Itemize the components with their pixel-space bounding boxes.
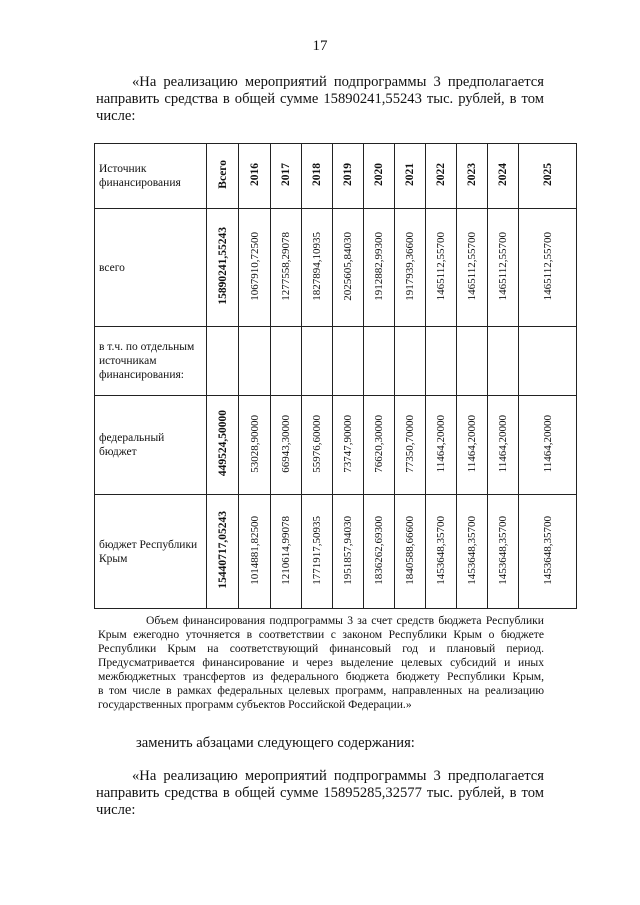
intro-line: направить средства в общей сумме 15890241,55243 тыс. рублей, в том (96, 91, 544, 107)
cell-value: 2025605,84030 (342, 231, 354, 301)
year-header (271, 144, 302, 209)
table-row (95, 495, 577, 609)
row-value (488, 495, 519, 609)
year-header-label: 2020 (373, 163, 385, 186)
cell-value: 1465112,55700 (497, 231, 509, 301)
row-value (457, 209, 488, 327)
row-value (271, 396, 302, 495)
row-label: федеральный бюджет (95, 396, 207, 495)
row-value (519, 209, 577, 327)
year-header-label: 2024 (497, 163, 509, 186)
row-value (519, 396, 577, 495)
row-value (271, 495, 302, 609)
cell-value: 1465112,55700 (466, 231, 478, 301)
row-total (207, 327, 239, 396)
row-value (364, 209, 395, 327)
row-value (333, 327, 364, 396)
cell-value: 1917939,36600 (404, 231, 416, 301)
row-total (207, 396, 239, 495)
cell-value: 55976,60000 (311, 414, 323, 473)
financing-note (98, 614, 544, 712)
year-header-label: 2018 (311, 163, 323, 186)
row-label: в т.ч. по отдельным источникам финансирования: (95, 327, 207, 396)
row-total (207, 495, 239, 609)
row-value (302, 495, 333, 609)
note-line: Объем финансирования подпрограммы 3 за счет средств бюджета Республики (146, 614, 544, 627)
row-value (271, 209, 302, 327)
cell-value: 1210614,99078 (280, 515, 292, 585)
note-line: Республики Крым на соответствующий финансовый год и плановый период. (98, 642, 544, 655)
year-header-label: 2025 (541, 163, 554, 186)
new-text-line: «На реализацию мероприятий подпрограммы 3 предполагается (132, 768, 544, 784)
note-line: в том числе в рамках федеральных целевых программ, направленных на реализацию (98, 684, 544, 697)
row-total-value: 15890241,55243 (216, 227, 229, 305)
year-header (457, 144, 488, 209)
row-value (364, 495, 395, 609)
year-header-label: 2021 (404, 163, 416, 186)
row-value (519, 327, 577, 396)
intro-paragraph (96, 74, 544, 125)
table-row (95, 209, 577, 327)
cell-value: 77350,70000 (404, 414, 416, 473)
row-value (239, 396, 271, 495)
year-header-label: 2019 (342, 163, 354, 186)
note-line: Предусматривается финансирование и через выделение целевых субсидий и иных (98, 656, 544, 669)
year-header-label: 2022 (435, 163, 447, 186)
total-header (207, 144, 239, 209)
row-value (395, 209, 426, 327)
cell-value: 11464,20000 (466, 414, 478, 473)
row-total (207, 209, 239, 327)
note-line: Крым ежегодно уточняется в соответствии с законом Республики Крым о бюджете (98, 628, 544, 641)
cell-value: 1951857,94030 (342, 515, 354, 585)
note-line: межбюджетных трансфертов из федерального бюджета бюджету Республики Крым, (98, 670, 544, 683)
row-value (271, 327, 302, 396)
table-row (95, 327, 577, 396)
year-header (519, 144, 577, 209)
row-value (519, 495, 577, 609)
intro-line: «На реализацию мероприятий подпрограммы 3 предполагается (132, 74, 544, 90)
cell-value: 73747,90000 (342, 414, 354, 473)
row-value (457, 327, 488, 396)
row-total-value: 449524,50000 (216, 410, 229, 477)
cell-value: 1277558,29078 (280, 231, 292, 301)
row-value (239, 495, 271, 609)
row-value (333, 396, 364, 495)
row-value (488, 209, 519, 327)
year-header-label: 2016 (248, 163, 261, 186)
row-value (364, 396, 395, 495)
year-header (488, 144, 519, 209)
row-label: бюджет Республики Крым (95, 495, 207, 609)
row-value (364, 327, 395, 396)
cell-value: 1836262,69300 (373, 515, 385, 585)
row-value (488, 327, 519, 396)
row-value (488, 396, 519, 495)
note-line: государственных программ субъектов Российской Федерации.» (98, 698, 412, 711)
cell-value: 53028,90000 (248, 414, 261, 473)
cell-value: 1453648,35700 (466, 515, 478, 585)
intro-line: числе: (96, 108, 136, 124)
cell-value: 11464,20000 (435, 414, 447, 473)
new-text-line: числе: (96, 802, 136, 818)
row-value (302, 396, 333, 495)
year-header-label: 2023 (466, 163, 478, 186)
row-value (239, 327, 271, 396)
year-header (333, 144, 364, 209)
row-value (333, 495, 364, 609)
cell-value: 66943,30000 (280, 414, 292, 473)
replace-instruction: заменить абзацами следующего содержания: (136, 735, 415, 751)
cell-value: 1771917,50935 (311, 515, 323, 585)
cell-value: 1465112,55700 (435, 231, 447, 301)
cell-value: 11464,20000 (497, 414, 509, 473)
year-header (395, 144, 426, 209)
cell-value: 1067910,72500 (248, 231, 261, 301)
row-total-value: 15440717,05243 (216, 511, 229, 589)
row-value (426, 495, 457, 609)
year-header (426, 144, 457, 209)
row-value (457, 396, 488, 495)
row-value (302, 209, 333, 327)
financing-table (94, 143, 577, 609)
cell-value: 1014881,82500 (248, 515, 261, 585)
row-label: всего (95, 209, 207, 327)
table-row (95, 396, 577, 495)
row-value (426, 209, 457, 327)
year-header (239, 144, 271, 209)
row-value (426, 396, 457, 495)
cell-value: 1453648,35700 (435, 515, 447, 585)
row-value (395, 495, 426, 609)
row-value (426, 327, 457, 396)
cell-value: 1827894,10935 (311, 231, 323, 301)
cell-value: 1912882,99300 (373, 231, 385, 301)
row-value (333, 209, 364, 327)
row-value (457, 495, 488, 609)
cell-value: 11464,20000 (541, 414, 554, 473)
source-header: Источник финансирования (95, 144, 207, 209)
cell-value: 1453648,35700 (541, 515, 554, 585)
new-text-paragraph (96, 768, 544, 819)
cell-value: 76620,30000 (373, 414, 385, 473)
row-value (395, 396, 426, 495)
total-header-label: Всего (216, 160, 229, 189)
cell-value: 1465112,55700 (541, 231, 554, 301)
row-value (239, 209, 271, 327)
page-number: 17 (312, 38, 328, 54)
cell-value: 1840588,66600 (404, 515, 416, 585)
year-header (302, 144, 333, 209)
row-value (302, 327, 333, 396)
year-header (364, 144, 395, 209)
new-text-line: направить средства в общей сумме 15895285,32577 тыс. рублей, в том (96, 785, 544, 801)
year-header-label: 2017 (280, 163, 292, 186)
header-row (95, 144, 577, 209)
row-value (395, 327, 426, 396)
cell-value: 1453648,35700 (497, 515, 509, 585)
